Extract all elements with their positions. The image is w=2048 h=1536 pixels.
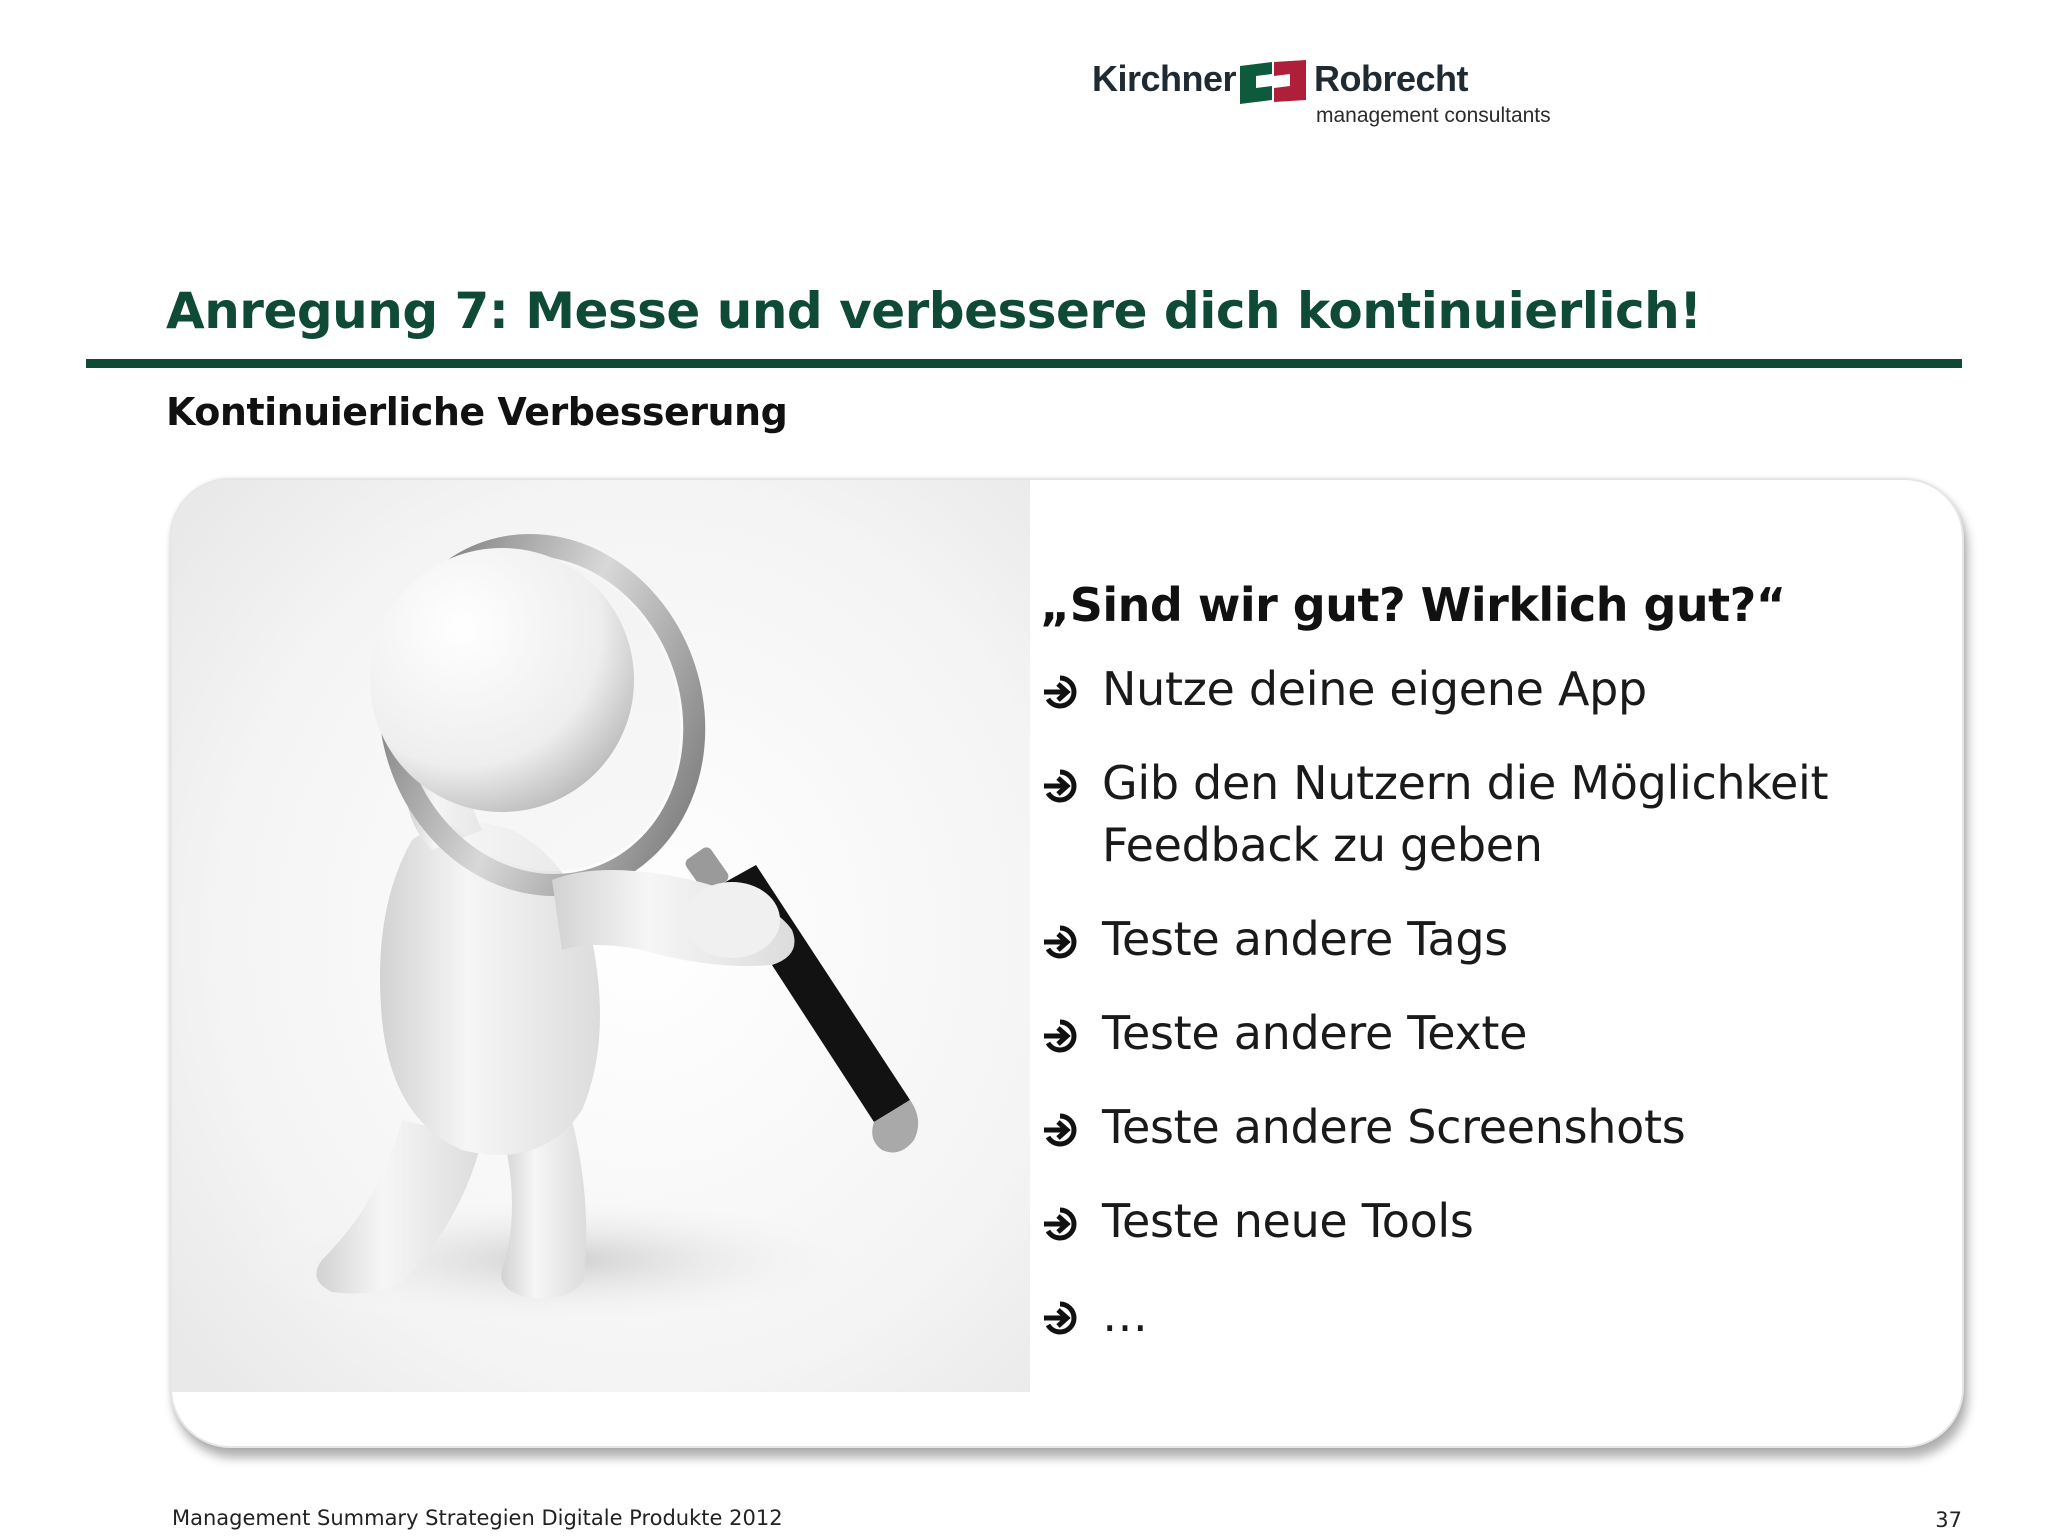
bullet-item (1040, 1002, 1940, 1064)
slide-subtitle: Kontinuierliche Verbesserung (166, 390, 788, 434)
bullet-text: Teste andere Screenshots (1102, 1100, 1686, 1154)
bullet-item (1040, 1190, 1940, 1252)
magnifying-glass-figure-illustration (172, 480, 1030, 1392)
logo-word-right: Robrecht (1314, 58, 1469, 99)
circled-arrow-right-icon (1040, 1206, 1080, 1242)
bullet-item (1040, 1096, 1940, 1158)
company-logo (1092, 58, 1572, 138)
slide-title: Anregung 7: Messe und verbessere dich kontinuierlich! (166, 282, 1702, 340)
quote-heading: „Sind wir gut? Wirklich gut?“ (1040, 578, 1786, 632)
page-number: 37 (1935, 1508, 1962, 1532)
bullet-text: Teste neue Tools (1102, 1194, 1474, 1248)
bullet-text: Teste andere Texte (1102, 1006, 1528, 1060)
bullet-item (1040, 1284, 1940, 1346)
circled-arrow-right-icon (1040, 768, 1080, 804)
bullet-item (1040, 908, 1940, 970)
logo-tagline: management consultants (1316, 104, 1551, 127)
logo-mark-icon (1238, 60, 1308, 104)
circled-arrow-right-icon (1040, 1300, 1080, 1336)
circled-arrow-right-icon (1040, 674, 1080, 710)
bullet-text: Teste andere Tags (1102, 912, 1508, 966)
bullet-item (1040, 658, 1940, 720)
bullet-text: Gib den Nutzern die Möglichkeit Feedback zu geben (1102, 756, 1829, 872)
footer-text: Management Summary Strategien Digitale Produkte 2012 (172, 1506, 783, 1530)
circled-arrow-right-icon (1040, 1018, 1080, 1054)
content-panel (170, 478, 1964, 1448)
title-divider (86, 359, 1962, 368)
circled-arrow-right-icon (1040, 1112, 1080, 1148)
bullet-item (1040, 752, 1940, 876)
bullet-text: Nutze deine eigene App (1102, 662, 1647, 716)
bullet-list (1040, 658, 1940, 1378)
circled-arrow-right-icon (1040, 924, 1080, 960)
logo-word-left: Kirchner (1092, 58, 1237, 99)
bullet-text: … (1102, 1288, 1148, 1342)
